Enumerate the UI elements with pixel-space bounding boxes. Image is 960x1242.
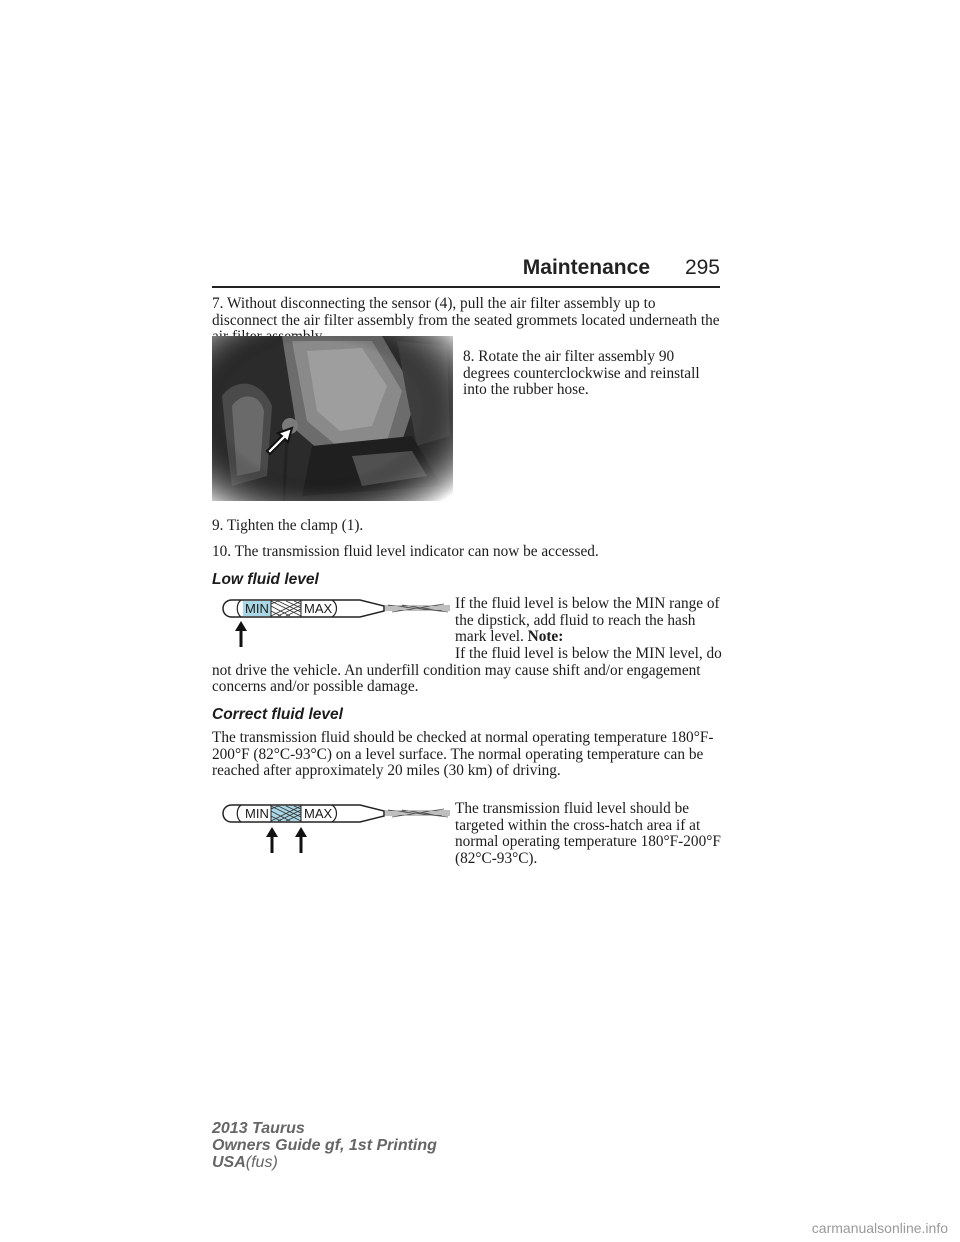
watermark-link[interactable]: carmanualsonline.info [811, 1220, 948, 1236]
footer-market [212, 1154, 437, 1171]
correct-fluid-text-a: The transmission fluid should be checked at normal operating temperature 180°F-200°F (82°C-93°C) on a level surface. The normal operating temperature can be reached after approximately 20 miles (30 km) of driving. [212, 729, 714, 780]
dipstick-correct-svg [212, 797, 450, 857]
low-fluid-text-a [455, 596, 720, 646]
correct-fluid-dipstick-figure [212, 797, 450, 857]
low-fluid-text-b: If the fluid level is below the MIN level, do not drive the vehicle. An underfill condition may cause shift and/or engagement concerns and/or possible damage. [212, 645, 722, 696]
dipstick-low-min-label: MIN [245, 601, 269, 616]
step-10-text: 10. The transmission fluid level indicator can now be accessed. [212, 543, 599, 560]
max-level-arrow-icon [295, 827, 307, 837]
engine-bay-illustration [212, 336, 453, 501]
correct-fluid-heading: Correct fluid level [212, 706, 343, 723]
step-8-text: 8. Rotate the air filter assembly 90 degrees counterclockwise and reinstall into the rubber hose. [463, 348, 700, 399]
footer-market-suffix: (fus) [245, 1154, 278, 1171]
footer-guide: Owners Guide gf, 1st Printing [212, 1137, 437, 1154]
note-label: Note: [527, 628, 564, 646]
footer-market-code: USA [212, 1154, 246, 1171]
low-fluid-heading: Low fluid level [212, 571, 319, 588]
page-number: 295 [684, 256, 720, 279]
page-footer [212, 1120, 437, 1171]
step-9-text: 9. Tighten the clamp (1). [212, 517, 364, 534]
min-level-arrow-icon [266, 827, 278, 837]
low-fluid-text-a-span: If the fluid level is below the MIN range of the dipstick, add fluid to reach the hash mark level. [455, 595, 720, 646]
low-fluid-dipstick-figure [212, 592, 450, 652]
dipstick-correct-max-label: MAX [304, 806, 333, 821]
step-7-text: 7. Without disconnecting the sensor (4), pull the air filter assembly up to disconnect the air filter assembly from the seated grommets located underneath the [212, 295, 720, 329]
low-level-arrow-icon [235, 621, 247, 631]
dipstick-low-max-label: MAX [304, 601, 333, 616]
air-filter-photo [212, 336, 453, 501]
header-rule [212, 286, 720, 288]
dipstick-low-svg [212, 592, 450, 652]
dipstick-correct-min-label: MIN [245, 806, 269, 821]
page-header [212, 256, 720, 290]
section-title: Maintenance [522, 256, 650, 279]
correct-fluid-text-b: The transmission fluid level should be targeted within the cross-hatch area if at normal operating temperature 180°F-200°F (82°C-93°C). [455, 800, 721, 867]
footer-model: 2013 Taurus [212, 1120, 305, 1137]
